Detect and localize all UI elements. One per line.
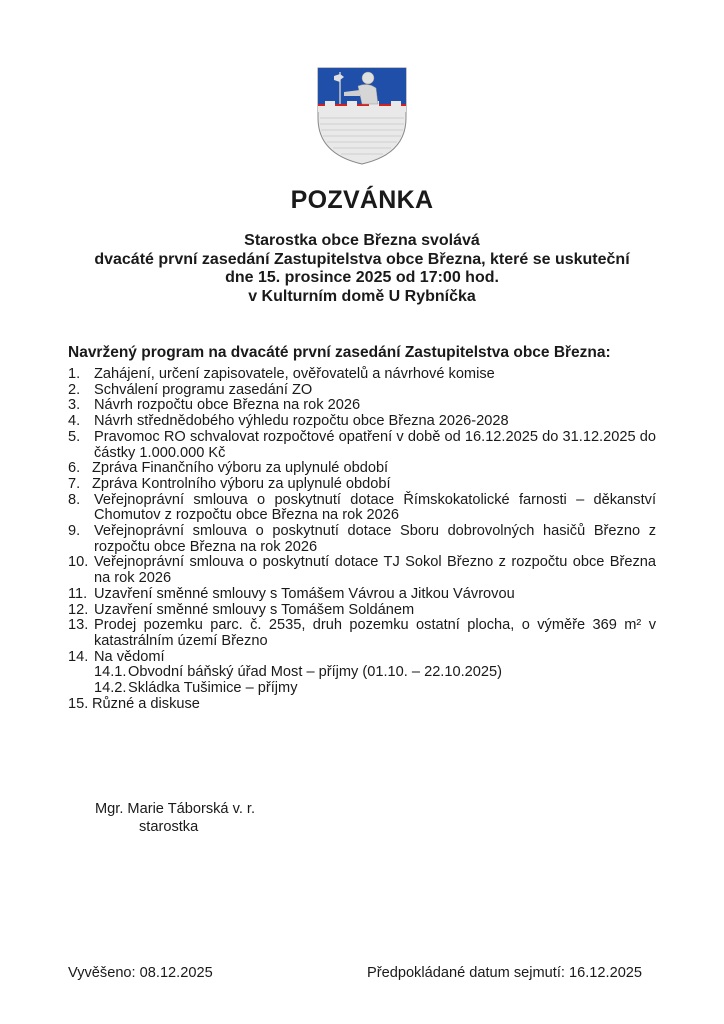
agenda-text: Veřejnoprávní smlouva o poskytnutí dotace Sboru dobrovolných hasičů Březno z rozpočtu obce Března na rok 2026 <box>94 523 656 555</box>
program-heading: Navržený program na dvacáté první zasedání Zastupitelstva obce Března: <box>68 344 611 361</box>
agenda-text: Uzavření směnné smlouvy s Tomášem Vávrou a Jitkou Vávrovou <box>94 585 515 602</box>
agenda-number: 11. <box>68 585 88 602</box>
posted-date: Vyvěšeno: 08.12.2025 <box>68 965 213 981</box>
agenda-sub-text: Obvodní báňský úřad Most – příjmy (01.10. – 22.10.2025) <box>128 664 502 681</box>
agenda-number: 15. <box>68 695 89 712</box>
intro-line: Starostka obce Března svolává <box>244 232 480 249</box>
agenda-number: 9. <box>68 523 81 540</box>
agenda-text: Veřejnoprávní smlouva o poskytnutí dotace TJ Sokol Březno z rozpočtu obce Března na rok 2026 <box>94 554 656 587</box>
agenda-number: 1. <box>68 366 81 382</box>
document-title: POZVÁNKA <box>290 186 434 214</box>
agenda-number: 8. <box>68 491 81 508</box>
agenda-text: Zpráva Finančního výboru za uplynulé období <box>92 460 389 477</box>
agenda-number: 5. <box>68 428 81 445</box>
agenda-text: Různé a diskuse <box>92 695 200 712</box>
agenda-subitem <box>68 681 656 697</box>
agenda-text: Pravomoc RO schvalovat rozpočtové opatření v době od 16.12.2025 do 31.12.2025 do částky 1.000.000 Kč <box>94 428 656 461</box>
agenda-item <box>68 555 656 586</box>
agenda-text: Návrh střednědobého výhledu rozpočtu obce Března 2026-2028 <box>94 413 509 430</box>
agenda-number: 2. <box>68 381 81 398</box>
agenda-number: 14. <box>68 648 89 665</box>
coat-of-arms-icon <box>316 66 408 166</box>
agenda-item <box>68 383 656 399</box>
agenda-sub-text: Skládka Tušimice – příjmy <box>128 680 298 697</box>
agenda-item <box>68 697 656 713</box>
agenda-text: Zpráva Kontrolního výboru za uplynulé období <box>92 475 391 492</box>
invitation-intro <box>0 232 724 306</box>
agenda-item <box>68 477 656 493</box>
agenda-number: 6. <box>68 460 81 477</box>
agenda-number: 7. <box>68 475 81 492</box>
agenda-text: Zahájení, určení zapisovatele, ověřovatelů a návrhové komise <box>94 366 495 382</box>
agenda-number: 12. <box>68 601 89 618</box>
agenda-item <box>68 587 656 603</box>
agenda-text: Uzavření směnné smlouvy s Tomášem Soldánem <box>94 601 415 618</box>
agenda-item <box>68 603 656 619</box>
signatory-role: starostka <box>139 819 199 835</box>
agenda-subitem <box>68 665 656 681</box>
agenda-sub-number: 14.1. <box>94 664 127 681</box>
agenda-number: 3. <box>68 397 81 414</box>
intro-line: v Kulturním domě U Rybníčka <box>248 287 476 305</box>
agenda-number: 13. <box>68 617 89 634</box>
agenda-text: Prodej pozemku parc. č. 2535, druh pozemku ostatní plocha, o výměře 369 m² v katastrálním území Březno <box>94 617 656 649</box>
agenda-number: 10. <box>68 554 89 571</box>
signature-block <box>95 800 255 836</box>
agenda-item <box>68 367 656 383</box>
agenda-list <box>68 367 656 712</box>
agenda-text: Schválení programu zasedání ZO <box>94 381 313 398</box>
agenda-item <box>68 398 656 414</box>
agenda-text: Návrh rozpočtu obce Března na rok 2026 <box>94 397 361 414</box>
agenda-sub-number: 14.2. <box>94 680 127 697</box>
intro-line: dvacáté první zasedání Zastupitelstva obce Března, které se uskuteční <box>94 250 630 268</box>
agenda-item <box>68 650 656 666</box>
agenda-item <box>68 430 656 461</box>
agenda-item <box>68 414 656 430</box>
removal-date: Předpokládané datum sejmutí: 16.12.2025 <box>367 965 643 981</box>
agenda-text: Veřejnoprávní smlouva o poskytnutí dotace Římskokatolické farnosti – děkanství Chomutov z rozpočtu obce Března na rok 2026 <box>94 491 656 524</box>
intro-line: dne 15. prosince 2025 od 17:00 hod. <box>225 269 499 286</box>
agenda-item <box>68 524 656 555</box>
agenda-text: Na vědomí <box>94 648 165 665</box>
agenda-item <box>68 461 656 477</box>
agenda-item <box>68 618 656 649</box>
agenda-item <box>68 493 656 524</box>
agenda-number: 4. <box>68 413 81 430</box>
signatory-name: Mgr. Marie Táborská v. r. <box>95 801 256 817</box>
